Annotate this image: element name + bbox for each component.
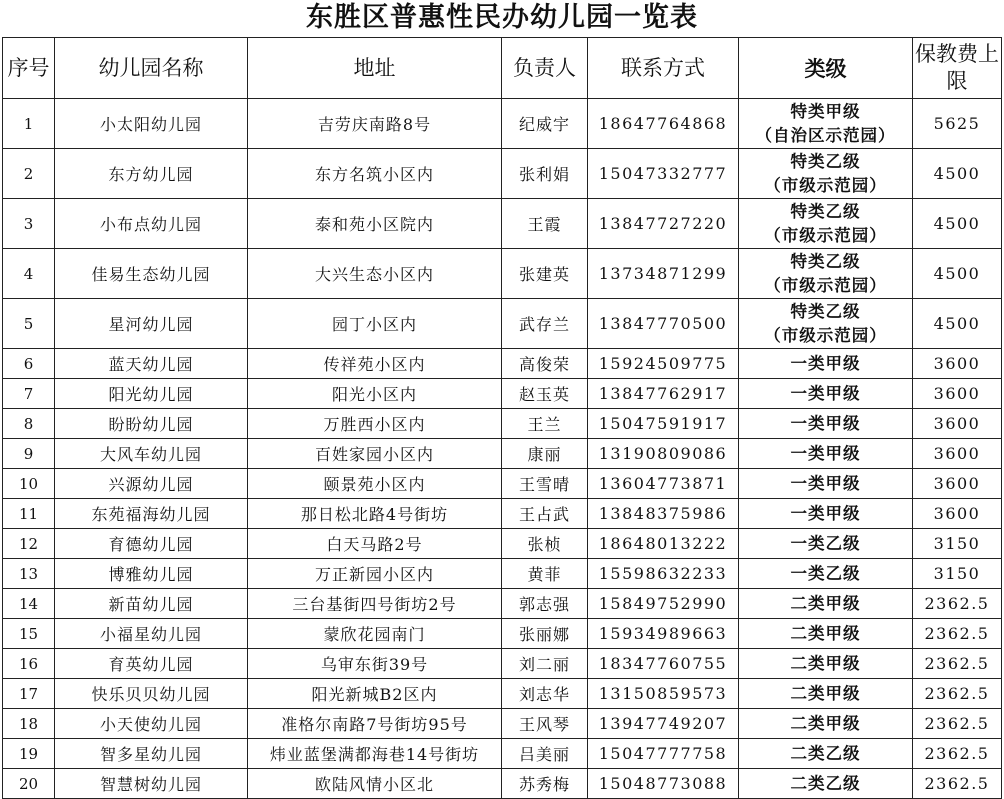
level-grade: 二类甲级 xyxy=(790,713,861,733)
cell-person: 郭志强 xyxy=(502,589,588,619)
cell-level xyxy=(739,299,913,349)
cell-seq: 19 xyxy=(3,739,55,769)
cell-fee: 3600 xyxy=(913,379,1002,409)
cell-person: 刘二丽 xyxy=(502,649,588,679)
cell-name: 佳易生态幼儿园 xyxy=(55,249,248,299)
cell-level xyxy=(739,499,913,529)
cell-level xyxy=(739,679,913,709)
cell-person: 纪威宇 xyxy=(502,99,588,149)
table-row xyxy=(3,619,1002,649)
table-row xyxy=(3,199,1002,249)
cell-fee: 2362.5 xyxy=(913,649,1002,679)
cell-seq: 6 xyxy=(3,349,55,379)
cell-name: 新苗幼儿园 xyxy=(55,589,248,619)
level-grade: 特类乙级 xyxy=(790,301,861,321)
cell-seq: 9 xyxy=(3,439,55,469)
cell-seq: 10 xyxy=(3,469,55,499)
cell-level xyxy=(739,649,913,679)
table-row xyxy=(3,769,1002,799)
level-note: （市级示范园） xyxy=(764,275,887,295)
cell-address: 传祥苑小区内 xyxy=(248,349,502,379)
table-row xyxy=(3,529,1002,559)
cell-fee: 3600 xyxy=(913,499,1002,529)
cell-seq: 17 xyxy=(3,679,55,709)
header-person: 负责人 xyxy=(502,38,588,99)
cell-level xyxy=(739,199,913,249)
cell-name: 小福星幼儿园 xyxy=(55,619,248,649)
cell-address: 欧陆风情小区北 xyxy=(248,769,502,799)
cell-address: 阳光新城B2区内 xyxy=(248,679,502,709)
level-grade: 特类乙级 xyxy=(790,201,861,221)
cell-phone: 13150859573 xyxy=(588,679,739,709)
cell-fee: 4500 xyxy=(913,299,1002,349)
cell-phone: 15924509775 xyxy=(588,349,739,379)
cell-fee: 3600 xyxy=(913,469,1002,499)
cell-name: 育英幼儿园 xyxy=(55,649,248,679)
table-row xyxy=(3,299,1002,349)
cell-fee: 4500 xyxy=(913,149,1002,199)
cell-fee: 2362.5 xyxy=(913,589,1002,619)
table-row xyxy=(3,249,1002,299)
level-grade: 二类乙级 xyxy=(790,743,861,763)
level-note: （自治区示范园） xyxy=(755,125,896,145)
cell-person: 王霞 xyxy=(502,199,588,249)
cell-address: 大兴生态小区内 xyxy=(248,249,502,299)
cell-level xyxy=(739,349,913,379)
cell-level xyxy=(739,149,913,199)
table-row xyxy=(3,349,1002,379)
cell-address: 准格尔南路7号街坊95号 xyxy=(248,709,502,739)
table-row xyxy=(3,149,1002,199)
cell-name: 小太阳幼儿园 xyxy=(55,99,248,149)
level-grade: 一类甲级 xyxy=(790,443,861,463)
cell-seq: 2 xyxy=(3,149,55,199)
cell-address: 泰和苑小区院内 xyxy=(248,199,502,249)
cell-phone: 15598632233 xyxy=(588,559,739,589)
cell-address: 炜业蓝堡满都海巷14号街坊 xyxy=(248,739,502,769)
cell-seq: 20 xyxy=(3,769,55,799)
cell-level xyxy=(739,249,913,299)
cell-address: 阳光小区内 xyxy=(248,379,502,409)
cell-person: 吕美丽 xyxy=(502,739,588,769)
cell-level xyxy=(739,589,913,619)
cell-name: 快乐贝贝幼儿园 xyxy=(55,679,248,709)
cell-address: 吉劳庆南路8号 xyxy=(248,99,502,149)
header-address: 地址 xyxy=(248,38,502,99)
cell-seq: 12 xyxy=(3,529,55,559)
level-grade: 特类甲级 xyxy=(790,101,861,121)
level-note: （市级示范园） xyxy=(764,225,887,245)
cell-phone: 18647764868 xyxy=(588,99,739,149)
cell-person: 武存兰 xyxy=(502,299,588,349)
cell-fee: 3600 xyxy=(913,349,1002,379)
table-row xyxy=(3,709,1002,739)
cell-phone: 13947749207 xyxy=(588,709,739,739)
cell-level xyxy=(739,529,913,559)
cell-address: 园丁小区内 xyxy=(248,299,502,349)
table-row xyxy=(3,679,1002,709)
header-level: 类级 xyxy=(739,38,913,99)
cell-address: 东方名筑小区内 xyxy=(248,149,502,199)
cell-address: 白天马路2号 xyxy=(248,529,502,559)
cell-level xyxy=(739,439,913,469)
header-seq: 序号 xyxy=(3,38,55,99)
table-row xyxy=(3,409,1002,439)
cell-level xyxy=(739,559,913,589)
level-grade: 一类乙级 xyxy=(790,533,861,553)
cell-person: 高俊荣 xyxy=(502,349,588,379)
table-row xyxy=(3,439,1002,469)
cell-phone: 15934989663 xyxy=(588,619,739,649)
table-title: 东胜区普惠性民办幼儿园一览表 xyxy=(306,2,698,33)
cell-name: 盼盼幼儿园 xyxy=(55,409,248,439)
level-grade: 一类甲级 xyxy=(790,503,861,523)
cell-level xyxy=(739,469,913,499)
cell-phone: 13847770500 xyxy=(588,299,739,349)
cell-phone: 15048773088 xyxy=(588,769,739,799)
cell-name: 蓝天幼儿园 xyxy=(55,349,248,379)
cell-name: 小天使幼儿园 xyxy=(55,709,248,739)
cell-seq: 3 xyxy=(3,199,55,249)
cell-fee: 5625 xyxy=(913,99,1002,149)
cell-address: 蒙欣花园南门 xyxy=(248,619,502,649)
cell-name: 育德幼儿园 xyxy=(55,529,248,559)
table-row xyxy=(3,379,1002,409)
cell-seq: 14 xyxy=(3,589,55,619)
cell-seq: 7 xyxy=(3,379,55,409)
cell-fee: 2362.5 xyxy=(913,679,1002,709)
cell-person: 黄菲 xyxy=(502,559,588,589)
cell-seq: 11 xyxy=(3,499,55,529)
cell-fee: 4500 xyxy=(913,249,1002,299)
cell-fee: 2362.5 xyxy=(913,739,1002,769)
level-grade: 二类甲级 xyxy=(790,683,861,703)
cell-seq: 15 xyxy=(3,619,55,649)
cell-name: 智慧树幼儿园 xyxy=(55,769,248,799)
level-note: （市级示范园） xyxy=(764,175,887,195)
table-row xyxy=(3,559,1002,589)
level-grade: 二类乙级 xyxy=(790,773,861,793)
cell-person: 刘志华 xyxy=(502,679,588,709)
cell-person: 王雪晴 xyxy=(502,469,588,499)
cell-name: 兴源幼儿园 xyxy=(55,469,248,499)
table-row xyxy=(3,649,1002,679)
level-grade: 一类甲级 xyxy=(790,353,861,373)
cell-seq: 16 xyxy=(3,649,55,679)
cell-fee: 3150 xyxy=(913,559,1002,589)
level-grade: 二类甲级 xyxy=(790,653,861,673)
cell-phone: 13848375986 xyxy=(588,499,739,529)
cell-seq: 18 xyxy=(3,709,55,739)
cell-person: 张建英 xyxy=(502,249,588,299)
cell-phone: 15047332777 xyxy=(588,149,739,199)
cell-seq: 5 xyxy=(3,299,55,349)
cell-phone: 18347760755 xyxy=(588,649,739,679)
level-grade: 特类乙级 xyxy=(790,251,861,271)
cell-address: 万胜西小区内 xyxy=(248,409,502,439)
level-grade: 一类甲级 xyxy=(790,383,861,403)
cell-fee: 2362.5 xyxy=(913,709,1002,739)
cell-seq: 8 xyxy=(3,409,55,439)
cell-address: 百姓家园小区内 xyxy=(248,439,502,469)
level-grade: 一类甲级 xyxy=(790,413,861,433)
cell-level xyxy=(739,379,913,409)
cell-fee: 3150 xyxy=(913,529,1002,559)
header-name: 幼儿园名称 xyxy=(55,38,248,99)
cell-phone: 13847727220 xyxy=(588,199,739,249)
cell-name: 东苑福海幼儿园 xyxy=(55,499,248,529)
cell-name: 阳光幼儿园 xyxy=(55,379,248,409)
header-row xyxy=(3,38,1002,99)
cell-name: 小布点幼儿园 xyxy=(55,199,248,249)
level-note: （市级示范园） xyxy=(764,325,887,345)
level-grade: 特类乙级 xyxy=(790,151,861,171)
cell-phone: 13847762917 xyxy=(588,379,739,409)
cell-phone: 18648013222 xyxy=(588,529,739,559)
cell-name: 智多星幼儿园 xyxy=(55,739,248,769)
level-grade: 一类乙级 xyxy=(790,563,861,583)
kindergarten-table xyxy=(2,37,1002,799)
cell-person: 王兰 xyxy=(502,409,588,439)
cell-person: 苏秀梅 xyxy=(502,769,588,799)
table-row xyxy=(3,99,1002,149)
table-row xyxy=(3,739,1002,769)
cell-seq: 4 xyxy=(3,249,55,299)
cell-phone: 15047591917 xyxy=(588,409,739,439)
cell-address: 万正新园小区内 xyxy=(248,559,502,589)
table-row xyxy=(3,499,1002,529)
header-fee: 保教费上限 xyxy=(913,38,1002,99)
cell-phone: 13190809086 xyxy=(588,439,739,469)
cell-person: 张桢 xyxy=(502,529,588,559)
cell-fee: 2362.5 xyxy=(913,769,1002,799)
cell-name: 大风车幼儿园 xyxy=(55,439,248,469)
cell-name: 东方幼儿园 xyxy=(55,149,248,199)
cell-address: 那日松北路4号街坊 xyxy=(248,499,502,529)
cell-address: 三台基街四号街坊2号 xyxy=(248,589,502,619)
table-row xyxy=(3,469,1002,499)
level-grade: 一类甲级 xyxy=(790,473,861,493)
cell-fee: 2362.5 xyxy=(913,619,1002,649)
cell-level xyxy=(739,99,913,149)
cell-phone: 13734871299 xyxy=(588,249,739,299)
cell-person: 康丽 xyxy=(502,439,588,469)
cell-fee: 4500 xyxy=(913,199,1002,249)
cell-person: 张利娟 xyxy=(502,149,588,199)
cell-phone: 15047777758 xyxy=(588,739,739,769)
level-grade: 二类甲级 xyxy=(790,593,861,613)
cell-phone: 13604773871 xyxy=(588,469,739,499)
cell-fee: 3600 xyxy=(913,409,1002,439)
cell-name: 博雅幼儿园 xyxy=(55,559,248,589)
table-row xyxy=(3,589,1002,619)
cell-level xyxy=(739,769,913,799)
cell-person: 赵玉英 xyxy=(502,379,588,409)
level-grade: 二类甲级 xyxy=(790,623,861,643)
cell-person: 王占武 xyxy=(502,499,588,529)
header-phone: 联系方式 xyxy=(588,38,739,99)
cell-person: 张丽娜 xyxy=(502,619,588,649)
cell-name: 星河幼儿园 xyxy=(55,299,248,349)
cell-phone: 15849752990 xyxy=(588,589,739,619)
cell-seq: 13 xyxy=(3,559,55,589)
cell-level xyxy=(739,709,913,739)
cell-level xyxy=(739,409,913,439)
cell-address: 乌审东街39号 xyxy=(248,649,502,679)
cell-seq: 1 xyxy=(3,99,55,149)
cell-level xyxy=(739,619,913,649)
cell-person: 王风琴 xyxy=(502,709,588,739)
cell-fee: 3600 xyxy=(913,439,1002,469)
cell-level xyxy=(739,739,913,769)
cell-address: 颐景苑小区内 xyxy=(248,469,502,499)
